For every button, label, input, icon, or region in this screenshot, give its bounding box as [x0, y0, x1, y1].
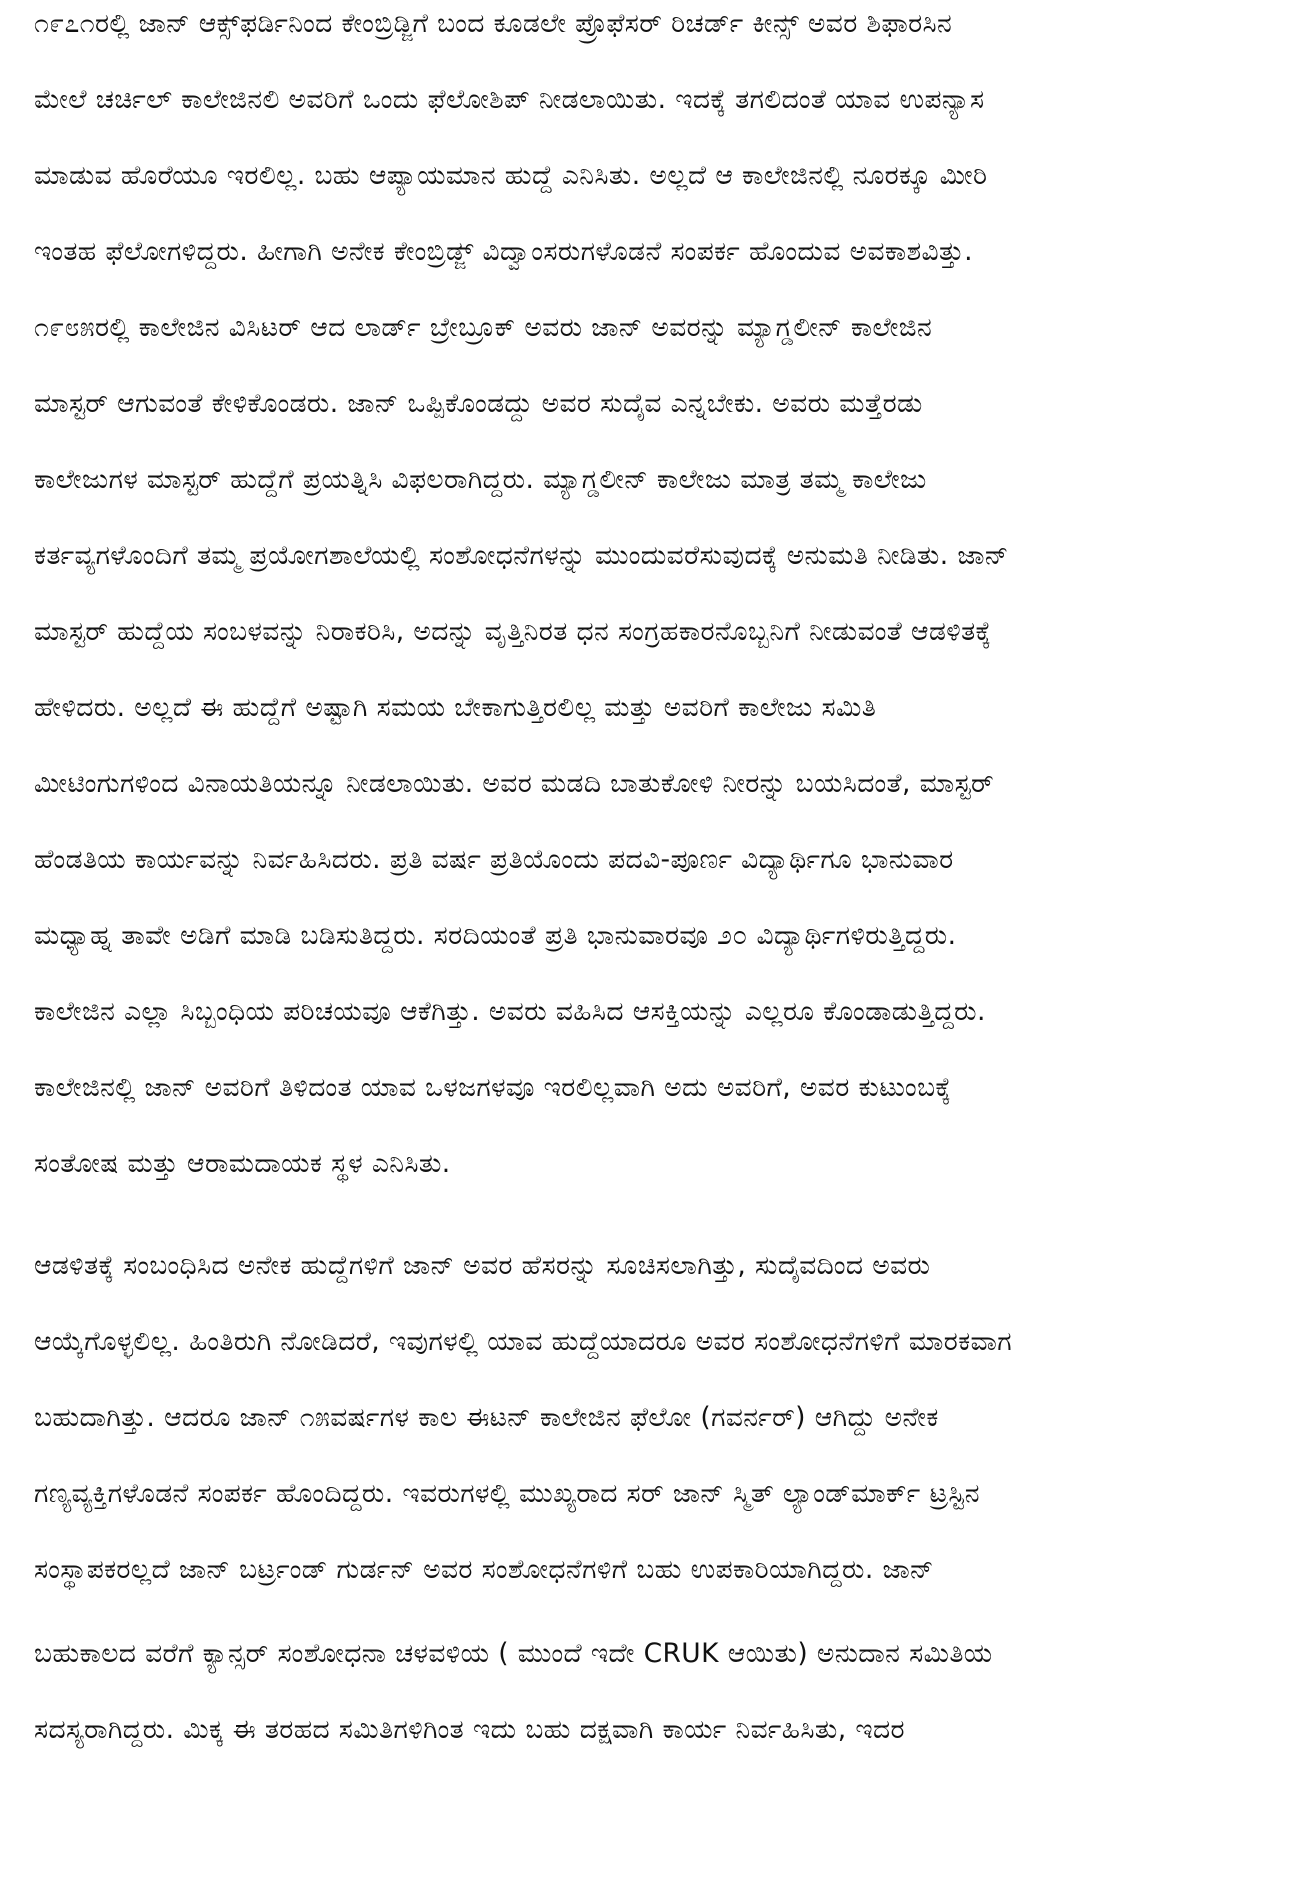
text-line: ಮಾಸ್ಟರ್ ಹುದ್ದೆಯ ಸಂಬಳವನ್ನು ನಿರಾಕರಿಸಿ, ಅದನ್ನು ವೃತ್ತಿನಿರತ ಧನ ಸಂಗ್ರಹಕಾರನೊಬ್ಬನಿಗೆ ನೀಡುವಂತೆ ಆಡಳಿತಕ್ಕೆ	[34, 616, 992, 647]
text-line: ಸಂತೋಷ ಮತ್ತು ಆರಾಮದಾಯಕ ಸ್ಥಳ ಎನಿಸಿತು.	[34, 1148, 451, 1179]
text-line: ಸದಸ್ಯರಾಗಿದ್ದರು. ಮಿಕ್ಕ ಈ ತರಹದ ಸಮಿತಿಗಳಿಗಿಂತ ಇದು ಬಹು ದಕ್ಷವಾಗಿ ಕಾರ್ಯ ನಿರ್ವಹಿಸಿತು, ಇದರ	[34, 1714, 905, 1745]
text-line: ಮಾಸ್ಟರ್ ಆಗುವಂತೆ ಕೇಳಿಕೊಂಡರು. ಜಾನ್ ಒಪ್ಪಿಕೊಂಡದ್ದು ಅವರ ಸುದೈವ ಎನ್ನಬೇಕು. ಅವರು ಮತ್ತೆರಡು	[34, 388, 923, 419]
text-line: ಮಧ್ಯಾಹ್ನ ತಾವೇ ಅಡಿಗೆ ಮಾಡಿ ಬಡಿಸುತಿದ್ದರು. ಸರದಿಯಂತೆ ಪ್ರತಿ ಭಾನುವಾರವೂ ೨೦ ವಿದ್ಯಾರ್ಥಿಗಳಿರುತ್ತಿದ್ದರು.	[34, 920, 957, 951]
text-line: ಮೇಲೆ ಚರ್ಚಿಲ್ ಕಾಲೇಜಿನಲಿ ಅವರಿಗೆ ಒಂದು ಫೆಲೋಶಿಪ್ ನೀಡಲಾಯಿತು. ಇದಕ್ಕೆ ತಗಲಿದಂತೆ ಯಾವ ಉಪನ್ಯಾಸ	[34, 84, 985, 115]
text-line: ಮಾಡುವ ಹೊರೆಯೂ ಇರಲಿಲ್ಲ. ಬಹು ಆಪ್ಯಾಯಮಾನ ಹುದ್ದೆ ಎನಿಸಿತು. ಅಲ್ಲದೆ ಆ ಕಾಲೇಜಿನಲ್ಲಿ ನೂರಕ್ಕೂ ಮೀರಿ	[34, 160, 988, 191]
text-line: ಕರ್ತವ್ಯಗಳೊಂದಿಗೆ ತಮ್ಮ ಪ್ರಯೋಗಶಾಲೆಯಲ್ಲಿ ಸಂಶೋಧನೆಗಳನ್ನು ಮುಂದುವರೆಸುವುದಕ್ಕೆ ಅನುಮತಿ ನೀಡಿತು. ಜಾನ್	[34, 540, 1009, 571]
text-line: ಕಾಲೇಜುಗಳ ಮಾಸ್ಟರ್ ಹುದ್ದೆಗೆ ಪ್ರಯತ್ನಿಸಿ ವಿಫಲರಾಗಿದ್ದರು. ಮ್ಯಾಗ್ಡಲೀನ್ ಕಾಲೇಜು ಮಾತ್ರ ತಮ್ಮ ಕಾಲೇಜು	[34, 464, 927, 495]
text-line: ಆಡಳಿತಕ್ಕೆ ಸಂಬಂಧಿಸಿದ ಅನೇಕ ಹುದ್ದೆಗಳಿಗೆ ಜಾನ್ ಅವರ ಹೆಸರನ್ನು ಸೂಚಿಸಲಾಗಿತ್ತು, ಸುದೈವದಿಂದ ಅವರು	[34, 1250, 931, 1281]
text-line: ಮೀಟಿಂಗುಗಳಿಂದ ವಿನಾಯತಿಯನ್ನೂ ನೀಡಲಾಯಿತು. ಅವರ ಮಡದಿ ಬಾತುಕೋಳಿ ನೀರನ್ನು ಬಯಸಿದಂತೆ, ಮಾಸ್ಟರ್	[34, 768, 994, 799]
text-line: ಕಾಲೇಜಿನಲ್ಲಿ ಜಾನ್ ಅವರಿಗೆ ತಿಳಿದಂತ ಯಾವ ಒಳಜಗಳವೂ ಇರಲಿಲ್ಲವಾಗಿ ಅದು ಅವರಿಗೆ, ಅವರ ಕುಟುಂಬಕ್ಕೆ	[34, 1072, 952, 1103]
text-line: ಆಯ್ಕೆಗೊಳ್ಳಲಿಲ್ಲ. ಹಿಂತಿರುಗಿ ನೋಡಿದರೆ, ಇವುಗಳಲ್ಲಿ ಯಾವ ಹುದ್ದೆಯಾದರೂ ಅವರ ಸಂಶೋಧನೆಗಳಿಗೆ ಮಾರಕವಾಗ	[34, 1326, 1013, 1357]
text-line: ಸಂಸ್ಥಾಪಕರಲ್ಲದೆ ಜಾನ್ ಬರ್ಟ್ರಂಡ್ ಗುರ್ಡನ್ ಅವರ ಸಂಶೋಧನೆಗಳಿಗೆ ಬಹು ಉಪಕಾರಿಯಾಗಿದ್ದರು. ಜಾನ್	[34, 1554, 934, 1585]
text-line: ಹೆಂಡತಿಯ ಕಾರ್ಯವನ್ನು ನಿರ್ವಹಿಸಿದರು. ಪ್ರತಿ ವರ್ಷ ಪ್ರತಿಯೊಂದು ಪದವಿ-ಪೂರ್ಣ ವಿದ್ಯಾರ್ಥಿಗೂ ಭಾನುವಾರ	[34, 844, 954, 875]
text-line: ಬಹುಕಾಲದ ವರೆಗೆ ಕ್ಯಾನ್ಸರ್ ಸಂಶೋಧನಾ ಚಳವಳಿಯ ( ಮುಂದೆ ಇದೇ CRUK ಆಯಿತು) ಅನುದಾನ ಸಮಿತಿಯ	[34, 1638, 993, 1669]
text-line: ಕಾಲೇಜಿನ ಎಲ್ಲಾ ಸಿಬ್ಬಂಧಿಯ ಪರಿಚಯವೂ ಆಕೆಗಿತ್ತು. ಅವರು ವಹಿಸಿದ ಆಸಕ್ತಿಯನ್ನು ಎಲ್ಲರೂ ಕೊಂಡಾಡುತ್ತಿದ್ದರು.	[34, 996, 986, 1027]
text-line: ೧೯೮೫ರಲ್ಲಿ ಕಾಲೇಜಿನ ವಿಸಿಟರ್ ಆದ ಲಾರ್ಡ್ ಬ್ರೇಬ್ರೂಕ್ ಅವರು ಜಾನ್ ಅವರನ್ನು ಮ್ಯಾಗ್ಡಲೀನ್ ಕಾಲೇಜಿನ	[34, 312, 933, 343]
text-line: ಬಹುದಾಗಿತ್ತು. ಆದರೂ ಜಾನ್ ೧೫ವರ್ಷಗಳ ಕಾಲ ಈಟನ್ ಕಾಲೇಜಿನ ಫೆಲೋ (ಗವರ್ನರ್) ಆಗಿದ್ದು ಅನೇಕ	[34, 1402, 939, 1433]
text-line: ಹೇಳಿದರು. ಅಲ್ಲದೆ ಈ ಹುದ್ದೆಗೆ ಅಷ್ಟಾಗಿ ಸಮಯ ಬೇಕಾಗುತ್ತಿರಲಿಲ್ಲ ಮತ್ತು ಅವರಿಗೆ ಕಾಲೇಜು ಸಮಿತಿ	[34, 692, 877, 723]
text-line: ಗಣ್ಯವ್ಯಕ್ತಿಗಳೊಡನೆ ಸಂಪರ್ಕ ಹೊಂದಿದ್ದರು. ಇವರುಗಳಲ್ಲಿ ಮುಖ್ಯರಾದ ಸರ್ ಜಾನ್ ಸ್ಮಿತ್ ಲ್ಯಾಂಡ್‌ಮಾರ್ಕ್ ಟ್ರಸ್ಟಿನ	[34, 1478, 980, 1509]
text-line: ಇಂತಹ ಫೆಲೋಗಳಿದ್ದರು. ಹೀಗಾಗಿ ಅನೇಕ ಕೇಂಬ್ರಿಡ್ಜ್ ವಿದ್ವಾಂಸರುಗಳೊಡನೆ ಸಂಪರ್ಕ ಹೊಂದುವ ಅವಕಾಶವಿತ್ತು.	[34, 236, 973, 267]
text-line: ೧೯೭೧ರಲ್ಲಿ ಜಾನ್ ಆಕ್ಸ್‌ಫರ್ಡಿನಿಂದ ಕೇಂಬ್ರಿಡ್ಜಿಗೆ ಬಂದ ಕೂಡಲೇ ಪ್ರೊಫೆಸರ್ ರಿಚರ್ಡ್ ಕೀನ್ಸ್ ಅವರ ಶಿಫಾರಸಿನ	[34, 8, 953, 39]
text-line	[34, 1786, 1284, 1826]
